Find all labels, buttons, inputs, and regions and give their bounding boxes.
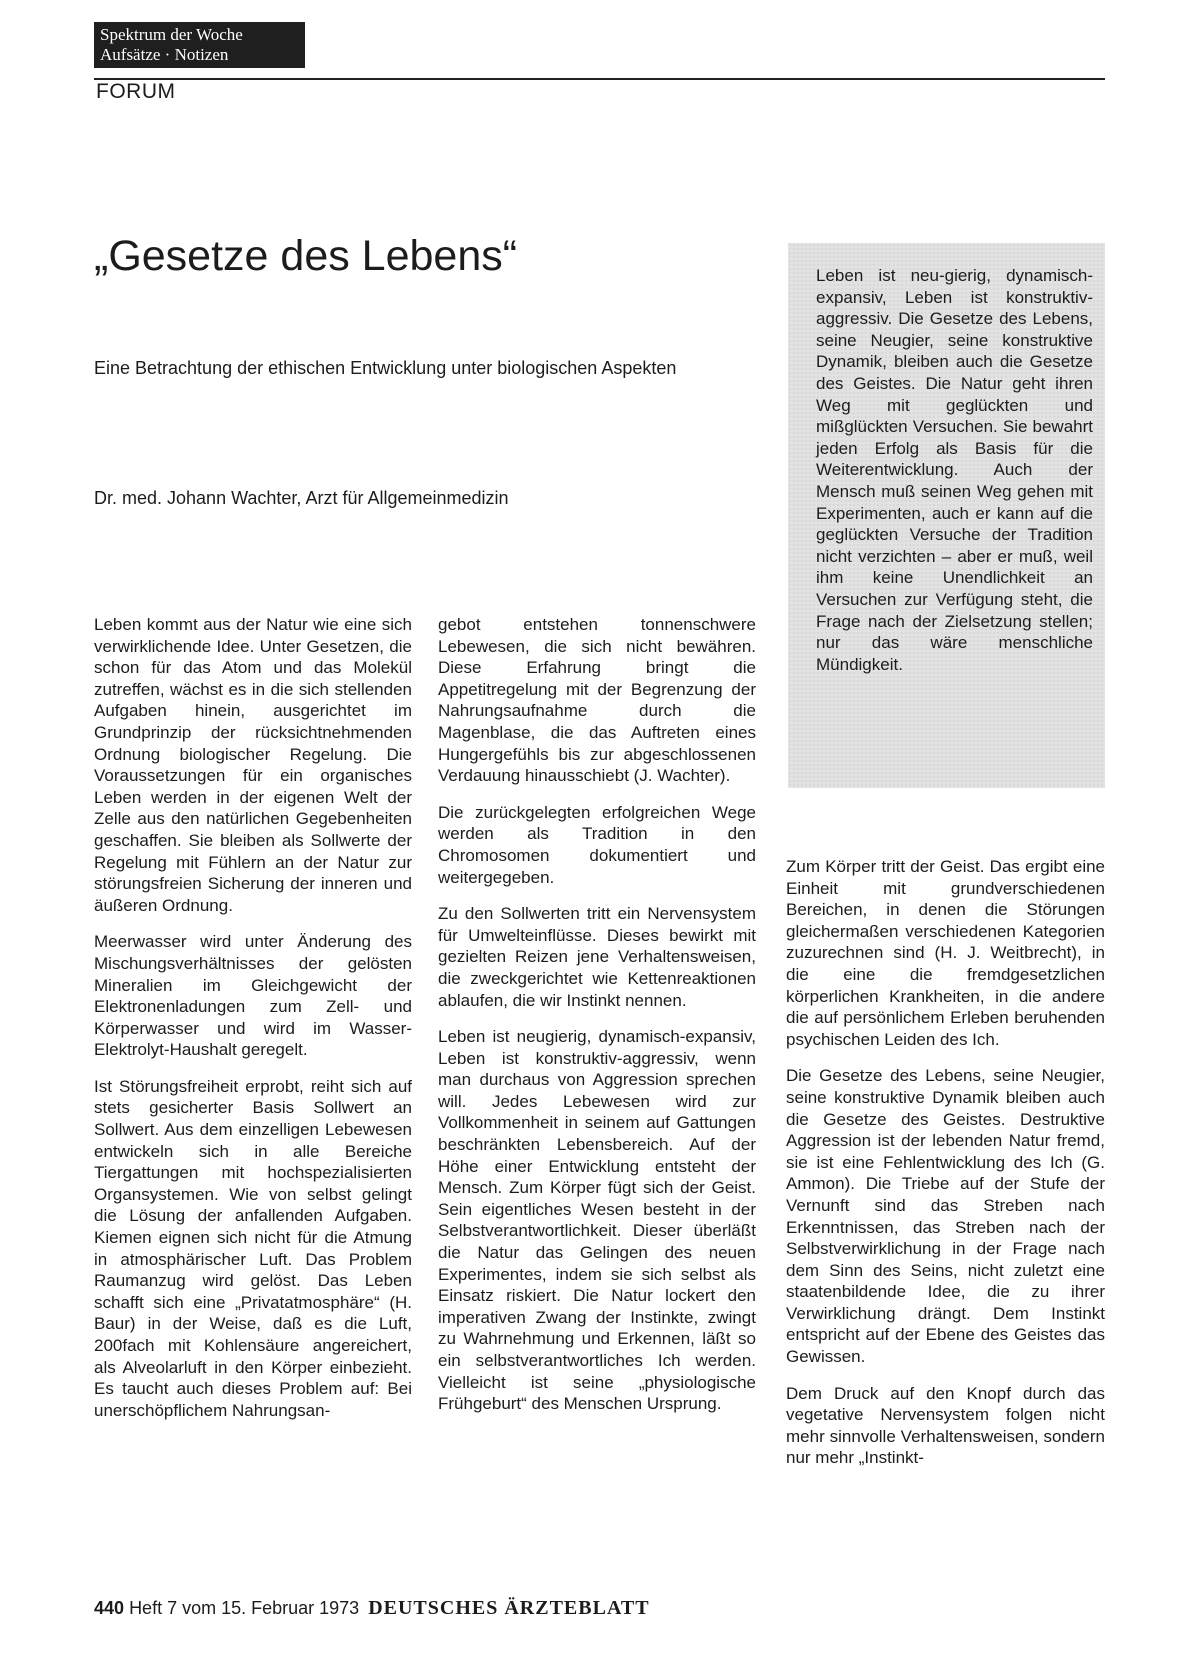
article-author: Dr. med. Johann Wachter, Arzt für Allgemeinmedizin bbox=[94, 488, 509, 508]
section-badge bbox=[94, 22, 305, 68]
pullquote-box bbox=[788, 243, 1105, 788]
paragraph: Zu den Sollwerten tritt ein Nervensystem für Umwelteinflüsse. Dieses bewirkt mit gezielten Reizen jene Verhaltensweisen, die zweckgerichtet wie Kettenreaktionen ablaufen, die wir Instinkt nennen. bbox=[438, 904, 756, 1010]
paragraph: Die Gesetze des Lebens, seine Neugier, seine konstruktive Dynamik bleiben auch die Gesetze des Geistes. Destruktive Aggression ist der lebenden Natur fremd, sie ist eine Fehlentwicklung des Ich (G. Ammon). Die Triebe auf der Stufe der Vernunft sind das Streben nach Erkenntnissen, das Streben nach der Selbstverwirklichung in der Frage nach dem Sinn des Seins, nicht zuletzt eine staatenbildende Idee, die zu ihrer Verwirklichung drängt. Dem Instinkt entspricht auf der Ebene des Geistes das Gewissen. bbox=[786, 1066, 1105, 1367]
paragraph: Dem Druck auf den Knopf durch das vegetative Nervensystem folgen nicht mehr sinnvolle Verhaltensweisen, sondern nur mehr „Instinkt- bbox=[786, 1383, 1105, 1468]
body-column-3 bbox=[786, 856, 1105, 1484]
article-subtitle: Eine Betrachtung der ethischen Entwicklung unter biologischen Aspekten bbox=[94, 358, 677, 378]
paragraph: gebot entstehen tonnenschwere Lebewesen, die sich nicht bewähren. Diese Erfahrung bringt die Appetitregelung mit der Begrenzung der Nahrungsaufnahme durch die Magenblase, die das Auftreten eines Hungergefühls bis zur abgeschlossenen Verdauung hinausschiebt (J. Wachter). bbox=[438, 615, 756, 786]
body-column-1 bbox=[94, 614, 412, 1436]
body-column-2 bbox=[438, 614, 756, 1430]
pullquote-text: Leben ist neu-gierig, dynamisch-expansiv, Leben ist konstruktiv-aggressiv. Die Gesetze des Lebens, seine Neugier, seine konstruktive Dynamik, bleiben auch die Gesetze des Geistes. Die Natur geht ihren Weg mit geglückten und mißglückten Versuchen. Sie bewahrt jeden Erfolg als Basis für die Weiterentwicklung. Auch der Mensch muß seinen Weg gehen mit Experimenten, auch er kann auf die geglückten Versuche der Tradition nicht verzichten – aber er muß, weil ihm keine Unendlichkeit an Versuchen zur Verfügung steht, die Frage nach der Zielsetzung stellen; nur das wäre menschliche Mündigkeit. bbox=[816, 266, 1093, 674]
page-number: 440 bbox=[94, 1598, 125, 1618]
paragraph: Die zurückgelegten erfolgreichen Wege werden als Tradition in den Chromosomen dokumentiert und weitergegeben. bbox=[438, 802, 756, 887]
issue-info: Heft 7 vom 15. Februar 1973 bbox=[129, 1598, 360, 1618]
paragraph: Leben kommt aus der Natur wie eine sich verwirklichende Idee. Unter Gesetzen, die schon für das Atom und das Molekül zutreffen, wächst es in die sich stellenden Aufgaben hinein, ausgerichtet im Grundprinzip der rücksichtnehmenden Ordnung biologischer Regelung. Die Voraussetzungen für ein organisches Leben werden in der eigenen Welt der Zelle aus den natürlichen Gegebenheiten geschaffen. Sie bleiben als Sollwerte der Regelung mit Fühlern an der Natur zur störungsfreien Sicherung der inneren und äußeren Ordnung. bbox=[94, 615, 412, 915]
article-title: „Gesetze des Lebens“ bbox=[94, 232, 518, 280]
page-footer bbox=[94, 1597, 650, 1620]
paragraph: Meerwasser wird unter Änderung des Mischungsverhältnisses der gelösten Mineralien im Gleichgewicht der Elektronenladungen zum Zell- und Körperwasser und wird im Wasser-Elektrolyt-Haushalt geregelt. bbox=[94, 932, 412, 1060]
section-badge-line2: Aufsätze · Notizen bbox=[100, 45, 229, 64]
journal-name: DEUTSCHES ÄRZTEBLATT bbox=[368, 1597, 650, 1619]
header-rule bbox=[94, 78, 1105, 80]
paragraph: Ist Störungsfreiheit erprobt, reiht sich auf stets gesicherter Basis Sollwert an Sollwert. Aus dem einzelligen Lebewesen entwickeln sich in alle Bereiche Tiergattungen mit hochspezialisierten Organsystemen. Wie von selbst gelingt die Lösung der anfallenden Aufgaben. Kiemen eignen sich nicht für die Atmung in atmosphärischer Luft. Das Problem Raumanzug wird gelöst. Das Leben schafft sich eine „Privatatmosphäre“ (H. Baur) in der Weise, daß es die Luft, 200fach mit Kohlensäure angereichert, als Alveolarluft in den Körper einbezieht. Es taucht auch dieses Problem auf: Bei unerschöpflichem Nahrungsan- bbox=[94, 1076, 412, 1420]
paragraph: Zum Körper tritt der Geist. Das ergibt eine Einheit mit grundverschiedenen Bereichen, in denen die Störungen gleichermaßen verschiedenen Kategorien zuzurechnen sind (H. J. Weitbrecht), in die eine die fremdgesetzlichen körperlichen Krankheiten, in die andere die auf persönlichem Erleben beruhenden psychischen Leiden des Ich. bbox=[786, 857, 1105, 1049]
paragraph: Leben ist neugierig, dynamisch-expansiv, Leben ist konstruktiv-aggressiv, wenn man durchaus von Aggression sprechen will. Jedes Lebewesen wird zur Vollkommenheit in seinem auf Gattungen beschränkten Lebensbereich. Auf der Höhe einer Entwicklung entsteht der Mensch. Zum Körper fügt sich der Geist. Sein eigentliches Wesen besteht in der Selbstverantwortlichkeit. Dieser überläßt die Natur das Gelingen des neuen Experimentes, indem sie sich selbst als Einsatz riskiert. Die Natur lockert den imperativen Zwang der Instinkte, zwingt zu Wahrnehmung und Erkennen, läßt so ein selbstverantwortliches Ich werden. Vielleicht ist seine „physiologische Frühgeburt“ des Menschen Ursprung. bbox=[438, 1027, 756, 1414]
section-label: FORUM bbox=[96, 80, 176, 103]
section-badge-line1: Spektrum der Woche bbox=[100, 25, 243, 44]
